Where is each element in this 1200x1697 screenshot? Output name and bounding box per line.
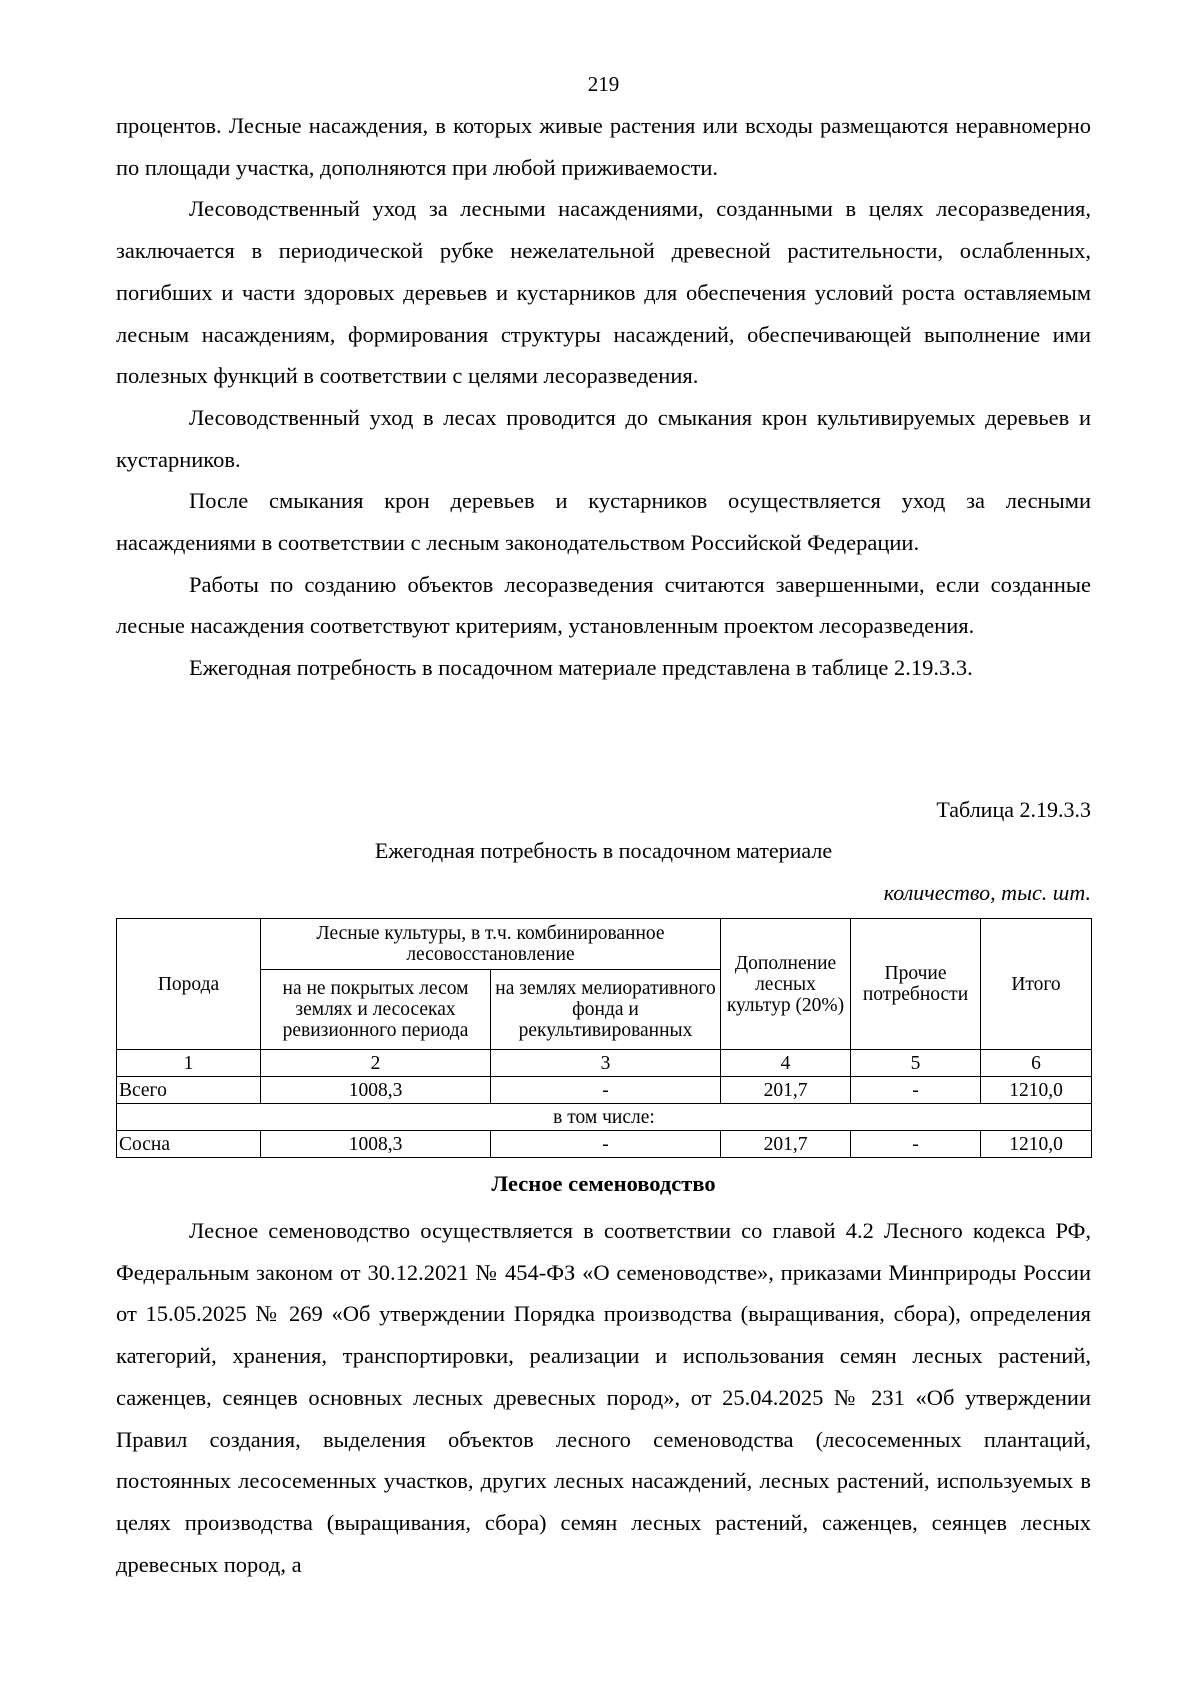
column-number: 3: [491, 1050, 721, 1077]
header-unforested: на не покрытых лесом землях и лесосеках ревизионного периода: [261, 970, 491, 1050]
table-label: Таблица 2.19.3.3: [936, 797, 1091, 822]
table-title: Ежегодная потребность в посадочном материале: [374, 838, 833, 863]
header-breed: Порода: [117, 919, 261, 1050]
cell-total: 1210,0: [981, 1131, 1092, 1158]
cell-breed: Сосна: [117, 1131, 261, 1158]
cell-other: -: [851, 1077, 981, 1104]
column-number: 4: [721, 1050, 851, 1077]
header-forest-cultures: Лесные культуры, в т.ч. комбинированное лесовосстановление: [261, 919, 721, 970]
cell-total: 1210,0: [981, 1077, 1092, 1104]
table-subheader-row: [117, 1104, 1092, 1131]
cell-other: -: [851, 1131, 981, 1158]
cell-unforested: 1008,3: [261, 1077, 491, 1104]
column-number: 6: [981, 1050, 1092, 1077]
cell-supplement: 201,7: [721, 1077, 851, 1104]
page-number: 219: [587, 72, 620, 96]
header-supplement: Дополнение лесных культур (20%): [721, 919, 851, 1050]
body-text-top: [116, 105, 1091, 689]
cell-unforested: 1008,3: [261, 1131, 491, 1158]
cell-supplement: 201,7: [721, 1131, 851, 1158]
paragraph: процентов. Лесные насаждения, в которых живые растения или всходы размещаются неравномерно по площади участка, дополняются при любой приживаемости.: [116, 113, 1091, 180]
section-heading: Лесное семеноводство: [491, 1171, 716, 1196]
paragraph: Ежегодная потребность в посадочном материале представлена в таблице 2.19.3.3.: [189, 655, 973, 681]
cell-reclaimed: -: [491, 1131, 721, 1158]
cell-breed: Всего: [117, 1077, 261, 1104]
table-row: [117, 1077, 1092, 1104]
column-number: 2: [261, 1050, 491, 1077]
table-row: [117, 1131, 1092, 1158]
header-reclaimed: на землях мелиоративного фонда и рекультивированных: [491, 970, 721, 1050]
column-number: 1: [117, 1050, 261, 1077]
paragraph: Лесоводственный уход в лесах проводится до смыкания крон культивируемых деревьев и кустарников.: [116, 404, 1091, 472]
column-number: 5: [851, 1050, 981, 1077]
including-label: в том числе:: [117, 1104, 1092, 1131]
column-numbers-row: [117, 1050, 1092, 1077]
table-units: количество, тыс. шт.: [883, 880, 1091, 905]
cell-reclaimed: -: [491, 1077, 721, 1104]
paragraph: Лесоводственный уход за лесными насаждениями, созданными в целях лесоразведения, заключается в периодической рубке нежелательной древесной растительности, ослабленных, погибших и части здоровых деревьев и кустарников для обеспечения условий роста оставляемым лесным насаждениям, формирования структуры насаждений, обеспечивающей выполнение ими полезных функций в соответствии с целями лесоразведения.: [116, 196, 1091, 389]
planting-material-table: [116, 918, 1092, 1158]
header-total: Итого: [981, 919, 1092, 1050]
header-other: Прочие потребности: [851, 919, 981, 1050]
body-text-bottom: [116, 1210, 1091, 1585]
paragraph: После смыкания крон деревьев и кустарников осуществляется уход за лесными насаждениями в соответствии с лесным законодательством Российской Федерации.: [116, 488, 1091, 556]
paragraph: Работы по созданию объектов лесоразведения считаются завершенными, если созданные лесные насаждения соответствуют критериям, установленным проектом лесоразведения.: [116, 571, 1091, 639]
paragraph: Лесное семеноводство осуществляется в соответствии со главой 4.2 Лесного кодекса РФ, Федеральным законом от 30.12.2021 № 454-ФЗ «О семеноводстве», приказами Минприроды России от 15.05.2025 № 269 «Об утверждении Порядка производства (выращивания, сбора), определения категорий, хранения, транспортировки, реализации и использования семян лесных растений, саженцев, сеянцев основных лесных древесных пород», от 25.04.2025 № 231 «Об утверждении Правил создания, выделения объектов лесного семеноводства (лесосеменных плантаций, постоянных лесосеменных участков, других лесных насаждений, лесных растений, используемых в целях производства (выращивания, сбора) семян лесных растений, саженцев, сеянцев лесных древесных пород, а: [116, 1218, 1091, 1577]
